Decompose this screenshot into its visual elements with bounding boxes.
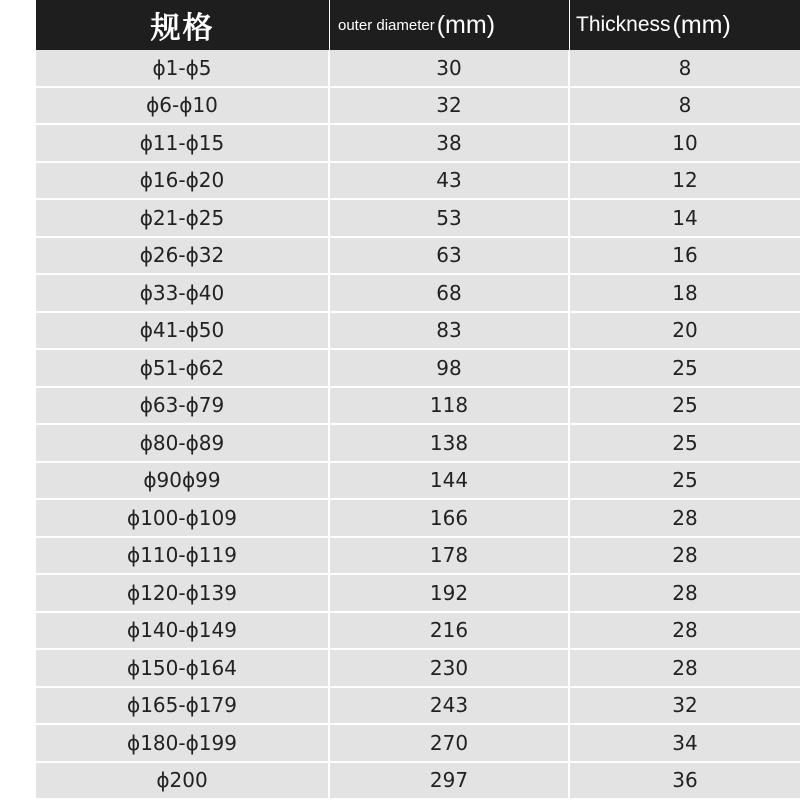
cell-thickness: 28 xyxy=(570,575,800,613)
cell-outer-diameter: 98 xyxy=(330,350,570,388)
header-spec-label: 规格 xyxy=(150,11,215,46)
cell-outer-diameter: 68 xyxy=(330,275,570,313)
cell-spec: ϕ26-ϕ32 xyxy=(36,238,330,276)
cell-outer-diameter: 138 xyxy=(330,425,570,463)
cell-thickness: 25 xyxy=(570,425,800,463)
cell-outer-diameter: 38 xyxy=(330,125,570,163)
cell-spec: ϕ11-ϕ15 xyxy=(36,125,330,163)
cell-spec: ϕ6-ϕ10 xyxy=(36,88,330,126)
cell-spec: ϕ165-ϕ179 xyxy=(36,688,330,726)
cell-outer-diameter: 243 xyxy=(330,688,570,726)
cell-outer-diameter: 32 xyxy=(330,88,570,126)
cell-thickness: 18 xyxy=(570,275,800,313)
cell-spec: ϕ140-ϕ149 xyxy=(36,613,330,651)
cell-thickness: 8 xyxy=(570,88,800,126)
cell-spec: ϕ63-ϕ79 xyxy=(36,388,330,426)
cell-thickness: 28 xyxy=(570,538,800,576)
cell-spec: ϕ41-ϕ50 xyxy=(36,313,330,351)
cell-outer-diameter: 118 xyxy=(330,388,570,426)
spec-table xyxy=(36,0,800,800)
header-outer-diameter-unit: (mm) xyxy=(436,10,496,39)
header-thickness xyxy=(570,0,800,50)
cell-outer-diameter: 178 xyxy=(330,538,570,576)
cell-thickness: 34 xyxy=(570,725,800,763)
cell-thickness: 16 xyxy=(570,238,800,276)
header-thickness-label: Thickness xyxy=(576,13,671,36)
cell-outer-diameter: 216 xyxy=(330,613,570,651)
cell-spec: ϕ150-ϕ164 xyxy=(36,650,330,688)
cell-thickness: 25 xyxy=(570,388,800,426)
cell-spec: ϕ200 xyxy=(36,763,330,800)
cell-spec: ϕ180-ϕ199 xyxy=(36,725,330,763)
cell-outer-diameter: 144 xyxy=(330,463,570,501)
cell-spec: ϕ21-ϕ25 xyxy=(36,200,330,238)
cell-outer-diameter: 63 xyxy=(330,238,570,276)
cell-outer-diameter: 297 xyxy=(330,763,570,800)
cell-spec: ϕ33-ϕ40 xyxy=(36,275,330,313)
cell-thickness: 32 xyxy=(570,688,800,726)
cell-thickness: 12 xyxy=(570,163,800,201)
cell-thickness: 20 xyxy=(570,313,800,351)
header-spec xyxy=(36,0,330,50)
cell-outer-diameter: 192 xyxy=(330,575,570,613)
header-outer-diameter-label: outer diameter xyxy=(338,16,435,34)
cell-outer-diameter: 166 xyxy=(330,500,570,538)
cell-outer-diameter: 53 xyxy=(330,200,570,238)
cell-spec: ϕ80-ϕ89 xyxy=(36,425,330,463)
cell-thickness: 28 xyxy=(570,613,800,651)
cell-thickness: 10 xyxy=(570,125,800,163)
cell-thickness: 25 xyxy=(570,350,800,388)
cell-thickness: 28 xyxy=(570,500,800,538)
cell-outer-diameter: 230 xyxy=(330,650,570,688)
cell-spec: ϕ120-ϕ139 xyxy=(36,575,330,613)
header-thickness-unit: (mm) xyxy=(672,10,731,39)
cell-outer-diameter: 30 xyxy=(330,50,570,88)
cell-spec: ϕ90ϕ99 xyxy=(36,463,330,501)
cell-outer-diameter: 270 xyxy=(330,725,570,763)
cell-thickness: 8 xyxy=(570,50,800,88)
cell-spec: ϕ110-ϕ119 xyxy=(36,538,330,576)
header-outer-diameter xyxy=(330,0,570,50)
cell-spec: ϕ1-ϕ5 xyxy=(36,50,330,88)
cell-thickness: 36 xyxy=(570,763,800,800)
cell-thickness: 25 xyxy=(570,463,800,501)
cell-thickness: 14 xyxy=(570,200,800,238)
cell-spec: ϕ16-ϕ20 xyxy=(36,163,330,201)
cell-thickness: 28 xyxy=(570,650,800,688)
cell-spec: ϕ51-ϕ62 xyxy=(36,350,330,388)
cell-spec: ϕ100-ϕ109 xyxy=(36,500,330,538)
cell-outer-diameter: 43 xyxy=(330,163,570,201)
cell-outer-diameter: 83 xyxy=(330,313,570,351)
